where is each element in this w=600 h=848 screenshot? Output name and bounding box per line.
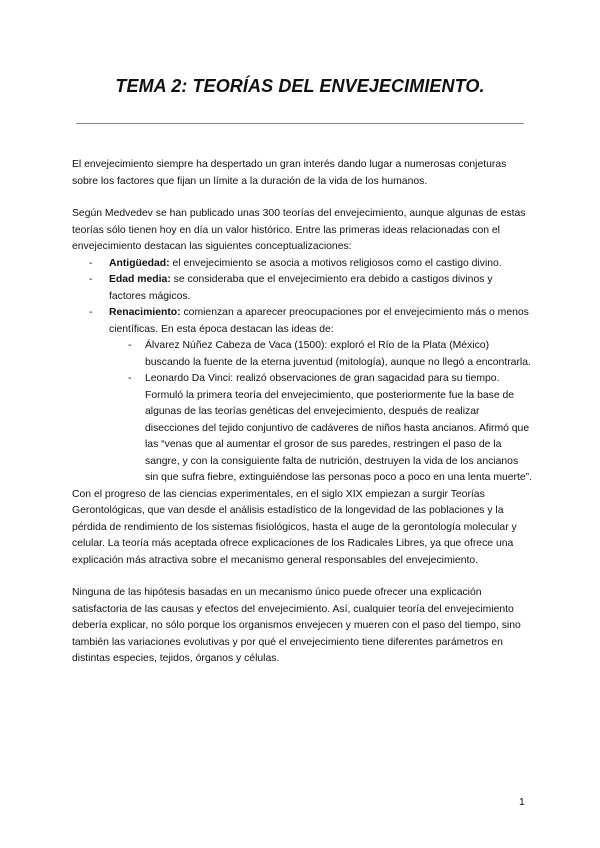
- period-text: se consideraba que el envejecimiento era debido a castigos divinos y factores mágicos.: [109, 274, 493, 302]
- list-item: [72, 272, 532, 305]
- list-item: [72, 256, 532, 273]
- conclusion-paragraph: Ninguna de las hipótesis basadas en un mecanismo único puede ofrecer una explicación satisfactoria de las causas y efectos del envejecimiento. Así, cualquier teoría del envejecimiento debería explicar, no sólo porque los organismos envejecen y mueren con el paso del tiempo, sino también las variaciones evolutivas y por qué el envejecimiento tiene diferentes parámetros en distintas especies, tejidos, órganos y células.: [72, 587, 521, 664]
- list-item: - Álvarez Núñez Cabeza de Vaca (1500): exploró el Río de la Plata (México) buscando la fuente de la eterna juventud (mitología), aunque no llegó a encontrarla.: [109, 338, 532, 371]
- renaissance-list: [109, 338, 532, 487]
- medvedev-paragraph: Según Medvedev se han publicado unas 300 teorías del envejecimiento, aunque algunas de estas teorías sólo tienen hoy en día un valor histórico. Entre las primeras ideas relacionadas con el envejecimiento destacan las siguientes conceptualizaciones:: [72, 208, 526, 252]
- paragraph-gap: [72, 569, 532, 585]
- page-number: 1: [519, 797, 525, 808]
- document-body: [72, 157, 532, 668]
- list-item: [72, 305, 532, 487]
- period-text: el envejecimiento se asocia a motivos religiosos como el castigo divino.: [169, 257, 502, 269]
- period-list: [72, 256, 532, 487]
- title-divider: [76, 123, 524, 124]
- progress-paragraph: Con el progreso de las ciencias experimentales, en el siglo XIX empiezan a surgir Teorías Gerontológicas, que van desde el análisis estadístico de la longevidad de las poblaciones y la pérdida de rendimiento de los sistemas fisiológicos, hasta el auge de la gerontología molecular y celular. La teoría más aceptada ofrece explicaciones de los Radicales Libres, ya que ofrece una explicación más atractiva sobre el mecanismo general responsables del envejecimiento.: [72, 488, 517, 566]
- period-term: Edad media:: [109, 274, 171, 285]
- period-text: comienzan a aparecer preocupaciones por el envejecimiento más o menos científicas. En esta época destacan las ideas de:: [109, 307, 529, 335]
- paragraph-gap: [72, 190, 532, 206]
- list-item: - Leonardo Da Vinci: realizó observaciones de gran sagacidad para su tiempo. Formuló la primera teoría del envejecimiento, que posteriormente fue la base de algunas de las teorías genéticas del envejecimiento, después de realizar disecciones del tejido conjuntivo de cadáveres de niños hasta ancianos. Afirmó que las “venas que al aumentar el grosor de sus paredes, restringen el paso de la sangre, y con la consiguiente falta de nutrición, destruyen la vida de los ancianos sin que sufra fiebre, extinguiéndose las personas poco a poco en una lenta muerte”.: [109, 371, 532, 487]
- page-title: TEMA 2: TEORÍAS DEL ENVEJECIMIENTO.: [115, 76, 485, 96]
- intro-paragraph: El envejecimiento siempre ha despertado un gran interés dando lugar a numerosas conjeturas sobre los factores que fijan un límite a la duración de la vida de los humanos.: [72, 159, 507, 187]
- period-term: Renacimiento:: [109, 307, 181, 318]
- period-term: Antigüedad:: [109, 257, 170, 269]
